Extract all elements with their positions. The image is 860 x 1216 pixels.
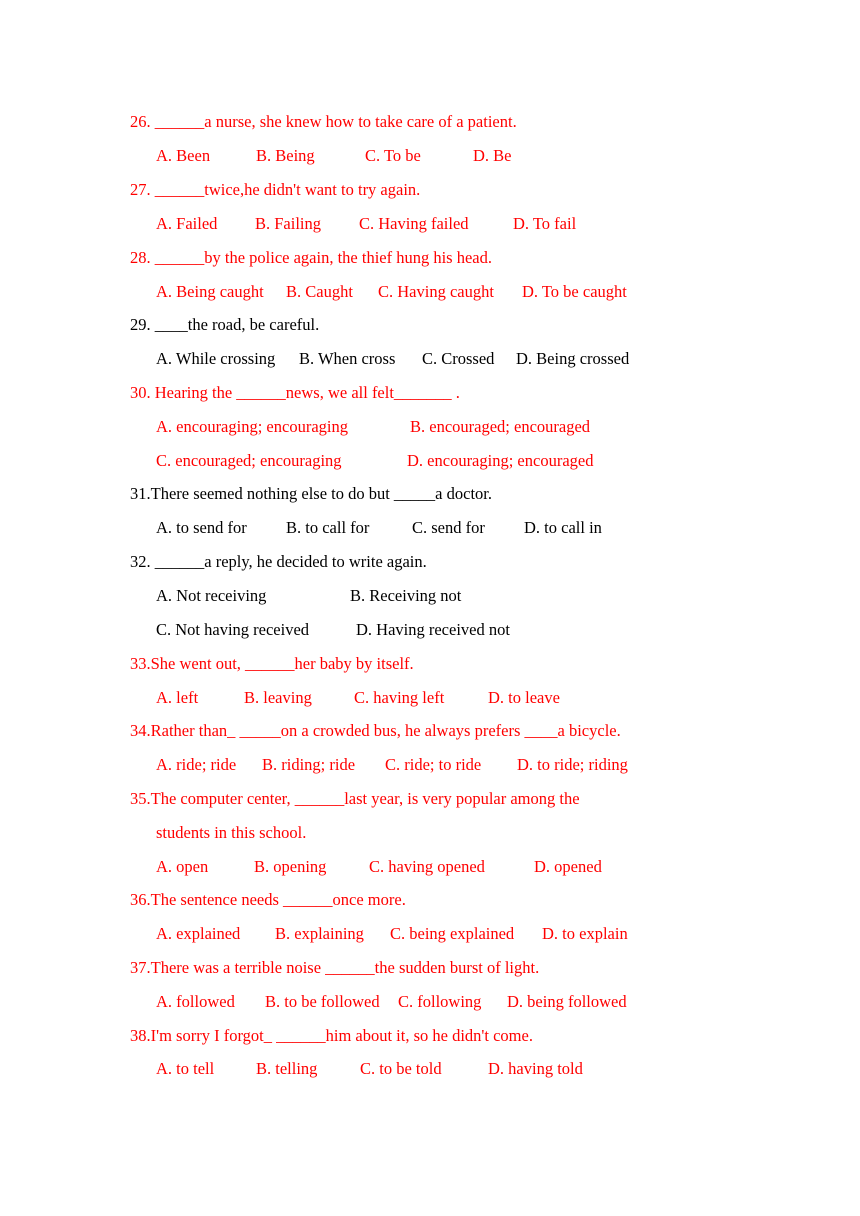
question-30-option-d[interactable]: D. encouraging; encouraged [407,451,594,470]
question-27-option-c[interactable]: C. Having failed [359,214,469,233]
question-29-option-a[interactable]: A. While crossing [156,349,276,368]
question-35-option-c[interactable]: C. having opened [369,857,485,876]
question-34-text: 34.Rather than_ _____on a crowded bus, he always prefers ____a bicycle. [130,721,621,740]
question-36-option-c[interactable]: C. being explained [390,924,515,943]
question-32-option-b[interactable]: B. Receiving not [350,586,462,605]
question-29-option-c[interactable]: C. Crossed [422,349,495,368]
question-28-option-b[interactable]: B. Caught [286,282,353,301]
question-33-option-c[interactable]: C. having left [354,688,445,707]
question-33-option-d[interactable]: D. to leave [488,688,560,707]
question-31-option-d[interactable]: D. to call in [524,518,602,537]
question-27-option-d[interactable]: D. To fail [513,214,577,233]
question-28-option-c[interactable]: C. Having caught [378,282,494,301]
question-26-option-a[interactable]: A. Been [156,146,211,165]
question-36-option-b[interactable]: B. explaining [275,924,364,943]
question-29-option-b[interactable]: B. When cross [299,349,396,368]
question-34-option-c[interactable]: C. ride; to ride [385,755,482,774]
question-35-option-b[interactable]: B. opening [254,857,327,876]
question-26-option-c[interactable]: C. To be [365,146,421,165]
question-37-text: 37.There was a terrible noise ______the sudden burst of light. [130,958,540,977]
question-28-option-d[interactable]: D. To be caught [522,282,627,301]
question-35-text: 35.The computer center, ______last year, is very popular among the [130,789,580,808]
question-35-option-a[interactable]: A. open [156,857,209,876]
question-38-option-b[interactable]: B. telling [256,1059,318,1078]
question-38-option-c[interactable]: C. to be told [360,1059,442,1078]
question-32-text: 32. ______a reply, he decided to write again. [130,552,427,571]
question-35-option-d[interactable]: D. opened [534,857,602,876]
question-36-text: 36.The sentence needs ______once more. [130,890,406,909]
question-29-option-d[interactable]: D. Being crossed [516,349,630,368]
question-31-option-b[interactable]: B. to call for [286,518,370,537]
question-38-text: 38.I'm sorry I forgot_ ______him about it, so he didn't come. [130,1026,533,1045]
question-27-option-a[interactable]: A. Failed [156,214,218,233]
question-33-option-b[interactable]: B. leaving [244,688,312,707]
question-38-option-d[interactable]: D. having told [488,1059,583,1078]
question-26-option-b[interactable]: B. Being [256,146,315,165]
question-34-option-b[interactable]: B. riding; ride [262,755,356,774]
question-31-option-c[interactable]: C. send for [412,518,485,537]
question-37-option-b[interactable]: B. to be followed [265,992,380,1011]
question-37-option-a[interactable]: A. followed [156,992,235,1011]
question-30-text: 30. Hearing the ______news, we all felt_______ . [130,383,460,402]
question-35-text-cont: students in this school. [156,823,307,842]
question-37-option-c[interactable]: C. following [398,992,482,1011]
question-31-text: 31.There seemed nothing else to do but _____a doctor. [130,484,493,503]
question-28-text: 28. ______by the police again, the thief hung his head. [130,248,493,267]
question-37-option-d[interactable]: D. being followed [507,992,627,1011]
question-36-option-d[interactable]: D. to explain [542,924,628,943]
question-27-text: 27. ______twice,he didn't want to try again. [130,180,421,199]
question-32-option-a[interactable]: A. Not receiving [156,586,267,605]
question-30-option-c[interactable]: C. encouraged; encouraging [156,451,342,470]
question-32-option-d[interactable]: D. Having received not [356,620,510,639]
question-33-text: 33.She went out, ______her baby by itself. [130,654,414,673]
question-28-option-a[interactable]: A. Being caught [156,282,264,301]
question-29-text: 29. ____the road, be careful. [130,315,320,334]
question-26-text: 26. ______a nurse, she knew how to take care of a patient. [130,112,517,131]
question-33-option-a[interactable]: A. left [156,688,199,707]
question-34-option-d[interactable]: D. to ride; riding [517,755,628,774]
question-36-option-a[interactable]: A. explained [156,924,241,943]
question-31-option-a[interactable]: A. to send for [156,518,247,537]
question-38-option-a[interactable]: A. to tell [156,1059,215,1078]
question-30-option-a[interactable]: A. encouraging; encouraging [156,417,348,436]
question-26-option-d[interactable]: D. Be [473,146,512,165]
question-32-option-c[interactable]: C. Not having received [156,620,310,639]
question-30-option-b[interactable]: B. encouraged; encouraged [410,417,591,436]
question-34-option-a[interactable]: A. ride; ride [156,755,237,774]
question-27-option-b[interactable]: B. Failing [255,214,322,233]
